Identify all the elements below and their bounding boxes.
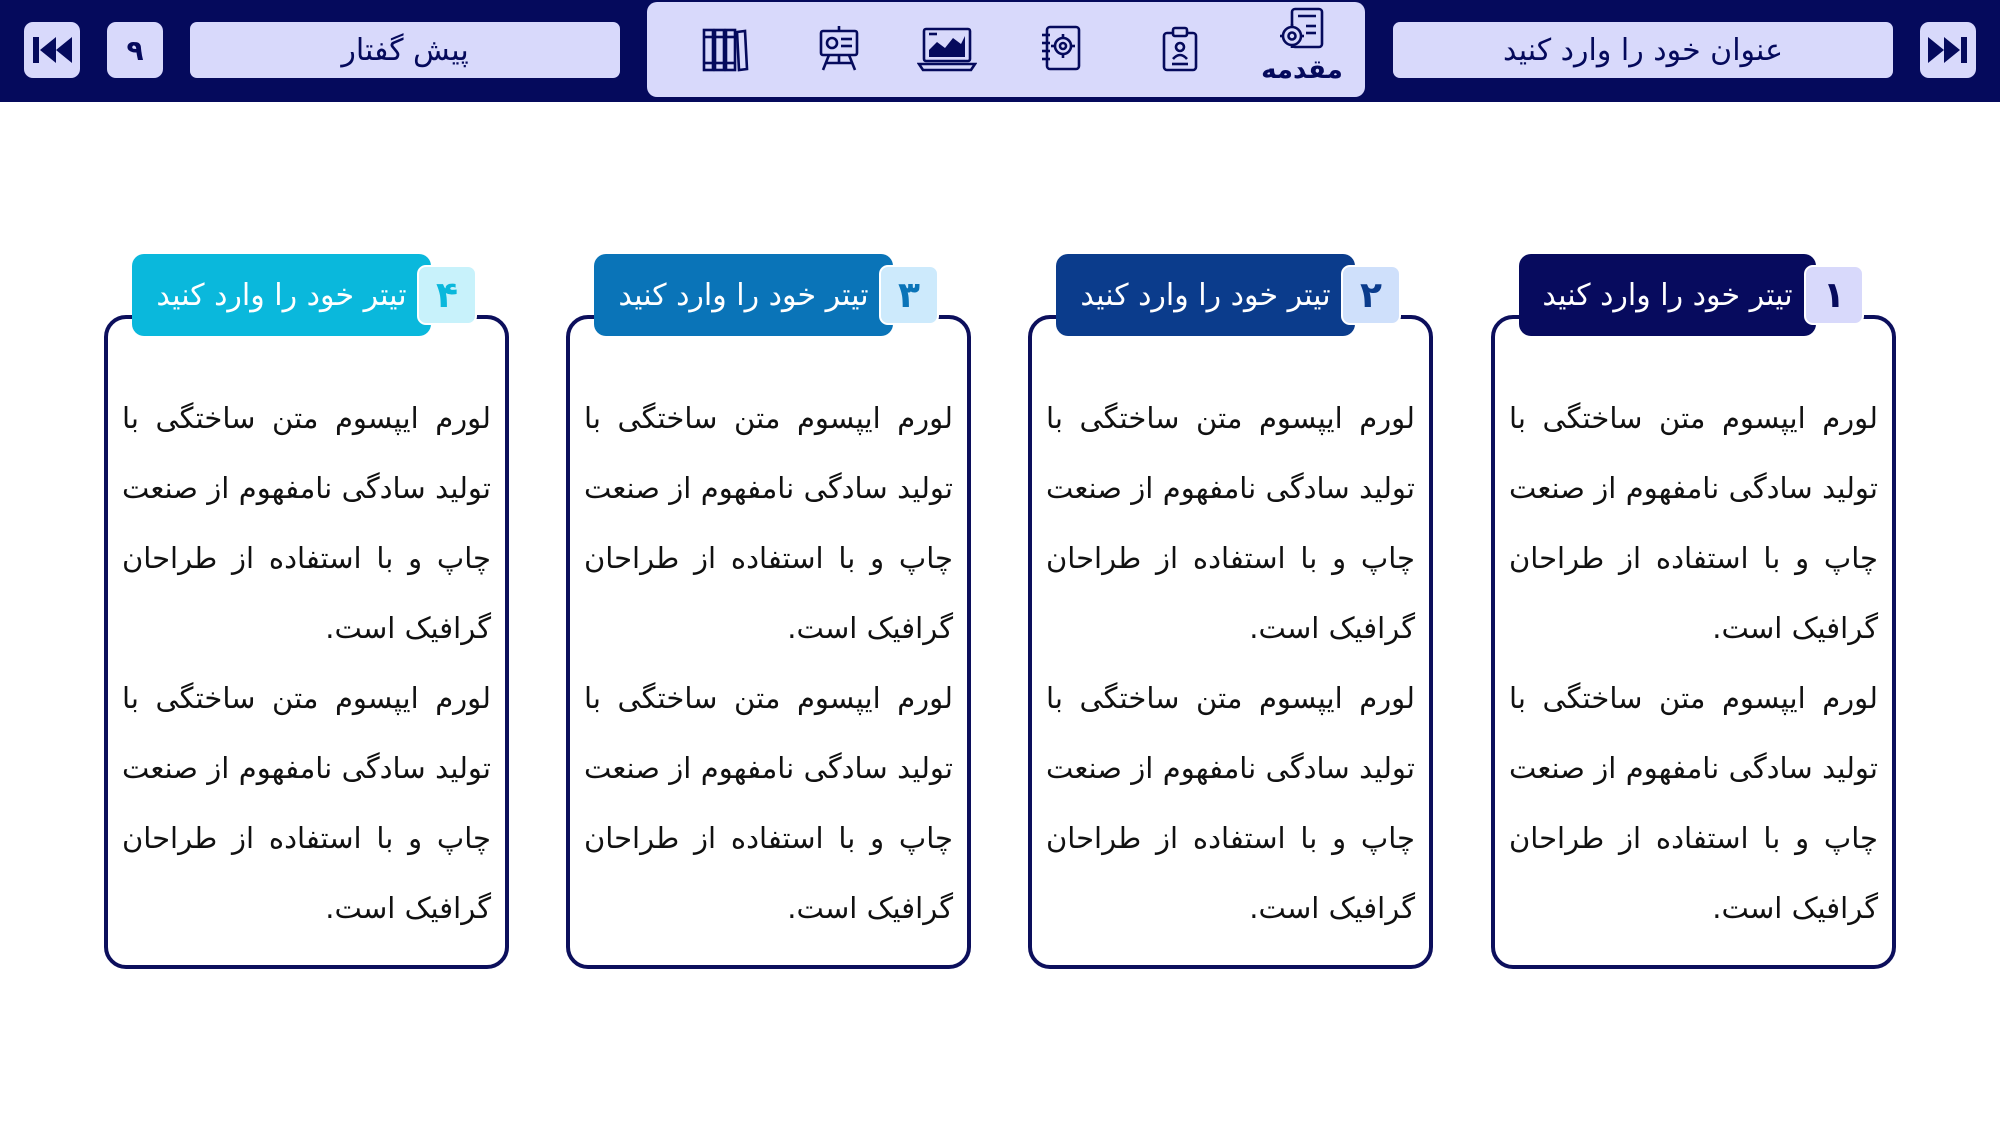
card-1-title-tab: تیتر خود را وارد کنید [1519, 254, 1816, 336]
card-body [1046, 383, 1415, 943]
toolbar-item-library[interactable] [699, 26, 751, 72]
card-3 [566, 315, 971, 969]
toolbar-item-presentation[interactable] [814, 24, 864, 72]
card-body [122, 383, 491, 943]
bookshelf-icon [701, 26, 749, 72]
gear-notebook-icon [1039, 24, 1083, 72]
card-paragraph: لورم ایپسوم متن ساختگی با تولید سادگی نامفهوم از صنعت چاپ و با استفاده از طراحان گرافیک است. [584, 681, 953, 925]
card-2-number-badge: ۲ [1341, 265, 1401, 325]
previous-section-button[interactable]: پیش گفتار [190, 22, 620, 78]
page-title: عنوان خود را وارد کنید [1393, 22, 1893, 78]
toolbar-item-clipboard[interactable] [1153, 26, 1207, 72]
header-bar [0, 0, 2000, 102]
card-3-title-tab: تیتر خود را وارد کنید [594, 254, 893, 336]
card-paragraph: لورم ایپسوم متن ساختگی با تولید سادگی نامفهوم از صنعت چاپ و با استفاده از طراحان گرافیک است. [1509, 401, 1878, 645]
toolbar-item-introduction[interactable] [1260, 6, 1344, 84]
laptop-chart-icon [917, 26, 977, 72]
skip-to-first-button[interactable] [24, 22, 80, 78]
settings-document-icon [1278, 6, 1326, 54]
card-body [1509, 383, 1878, 943]
card-4-number-badge: ۴ [417, 265, 477, 325]
card-1-number-badge: ۱ [1804, 265, 1864, 325]
card-4-title-tab: تیتر خود را وارد کنید [132, 254, 431, 336]
toolbar-item-analytics[interactable] [916, 26, 978, 72]
card-4 [104, 315, 509, 969]
card-3-number-badge: ۳ [879, 265, 939, 325]
toolbar-item-label: مقدمه [1261, 55, 1343, 85]
clipboard-icon [1160, 26, 1200, 72]
card-2 [1028, 315, 1433, 969]
card-paragraph: لورم ایپسوم متن ساختگی با تولید سادگی نامفهوم از صنعت چاپ و با استفاده از طراحان گرافیک است. [584, 401, 953, 645]
card-paragraph: لورم ایپسوم متن ساختگی با تولید سادگی نامفهوم از صنعت چاپ و با استفاده از طراحان گرافیک است. [1046, 401, 1415, 645]
page-number: ۹ [107, 22, 163, 78]
card-body [584, 383, 953, 943]
section-toolbar [647, 2, 1365, 97]
skip-to-first-icon [30, 34, 74, 66]
card-2-title-tab: تیتر خود را وارد کنید [1056, 254, 1355, 336]
card-paragraph: لورم ایپسوم متن ساختگی با تولید سادگی نامفهوم از صنعت چاپ و با استفاده از طراحان گرافیک است. [1509, 681, 1878, 925]
card-1 [1491, 315, 1896, 969]
card-paragraph: لورم ایپسوم متن ساختگی با تولید سادگی نامفهوم از صنعت چاپ و با استفاده از طراحان گرافیک است. [122, 401, 491, 645]
toolbar-item-notebook[interactable] [1033, 24, 1089, 72]
card-paragraph: لورم ایپسوم متن ساختگی با تولید سادگی نامفهوم از صنعت چاپ و با استفاده از طراحان گرافیک است. [122, 681, 491, 925]
presentation-board-icon [818, 24, 860, 72]
card-paragraph: لورم ایپسوم متن ساختگی با تولید سادگی نامفهوم از صنعت چاپ و با استفاده از طراحان گرافیک است. [1046, 681, 1415, 925]
skip-to-last-button[interactable] [1920, 22, 1976, 78]
skip-to-last-icon [1926, 34, 1970, 66]
